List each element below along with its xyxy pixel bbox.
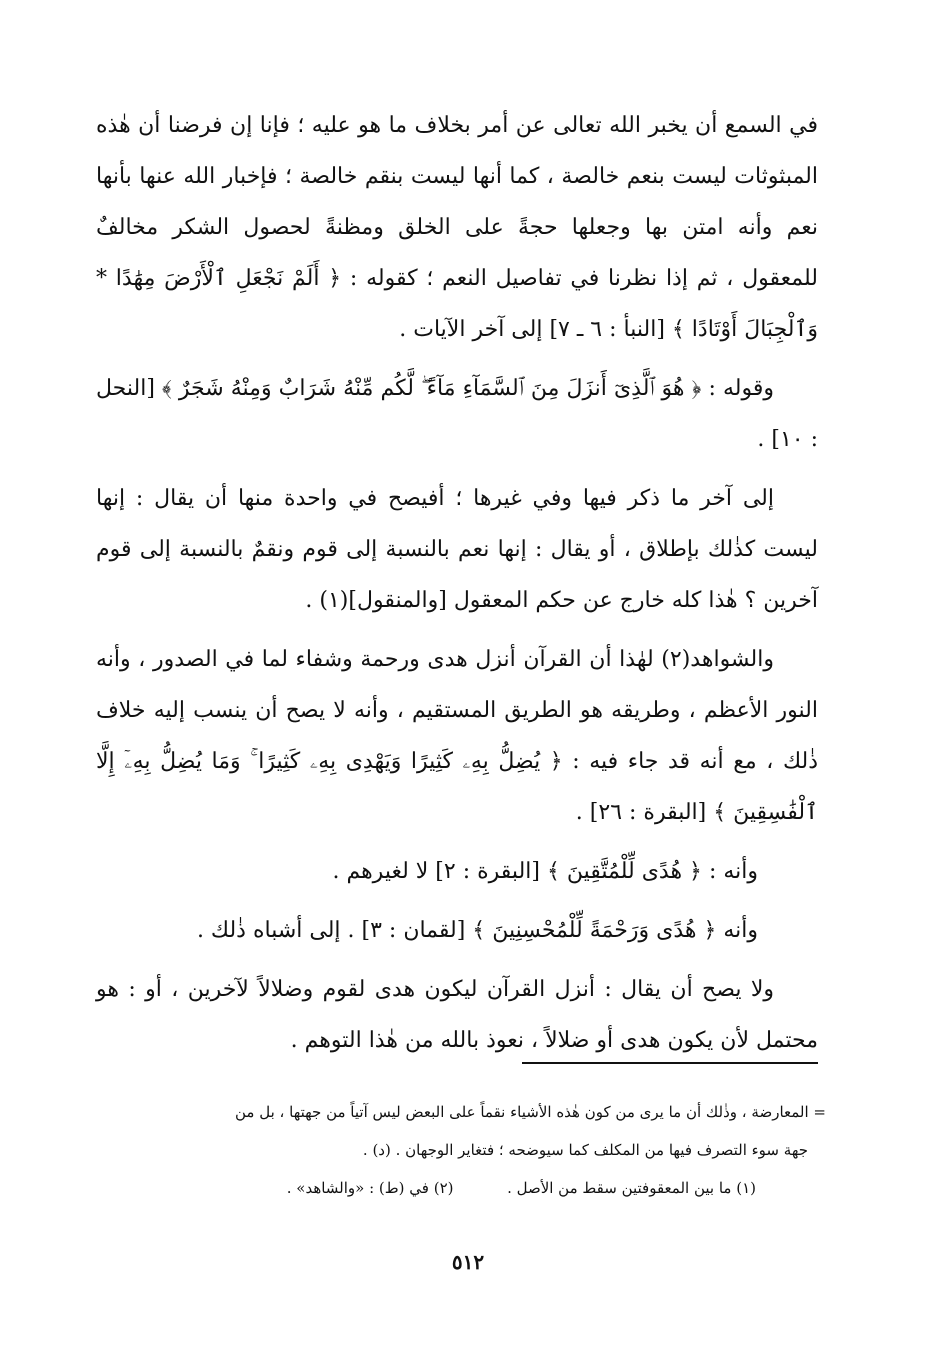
footnote-references [96,1169,826,1207]
paragraph-1: في السمع أن يخبر الله تعالى عن أمر بخلاف ما هو عليه ؛ فإنا إن فرضنا أن هٰذه المبثوثات ليست بنعم خالصة ، كما أنها ليست بنقم خالصة ؛ فإخبار الله عنها بأنها نعم وأنه امتن بها وجعلها حجةً على الخلق ومظنةً لحصول الشكر مخالفٌ للمعقول ، ثم إذا نظرنا في تفاصيل النعم ؛ كقوله : ﴿ أَلَمْ نَجْعَلِ ٱلْأَرْضَ مِهَٰدًا * وَٱلْجِبَالَ أَوْتَادًا ﴾ [النبأ : ٦ ـ ٧] إلى آخر الآيات . [96,113,818,342]
footnotes [96,1093,826,1207]
footnote-divider [522,1062,818,1064]
paragraph-2: وقوله : ﴿ هُوَ ٱلَّذِىٓ أَنزَلَ مِنَ ٱلسَّمَآءِ مَآءً ۖ لَّكُم مِّنْهُ شَرَابٌ وَمِنْهُ شَجَرٌ ﴾ [النحل : ١٠] . [96,376,818,452]
main-text [96,100,818,1074]
paragraph-7: ولا يصح أن يقال : أنزل القرآن ليكون هدى لقوم وضلالاً لآخرين ، أو : هو محتمل لأن يكون هدى أو ضلالاً ، نعوذ بالله من هٰذا التوهم . [96,977,818,1053]
footnote-continuation-line-2: جهة سوء التصرف فيها من المكلف كما سيوضحه ؛ فتغاير الوجهان . (د) . [362,1141,808,1159]
paragraph-5: وأنه : ﴿ هُدًى لِّلْمُتَّقِينَ ﴾ [البقرة : ٢] لا لغيرهم . [332,859,758,884]
page-number: ٥١٢ [451,1250,485,1274]
paragraph-3: إلى آخر ما ذكر فيها وفي غيرها ؛ أفيصح في واحدة منها أن يقال : إنها ليست كذٰلك بإطلاق ، أو يقال : إنها نعم بالنسبة إلى قوم ونقمٌ بالنسبة إلى قوم آخرين ؟ هٰذا كله خارج عن حكم المعقول [والمنقول](١) . [96,486,818,613]
paragraph-6: وأنه ﴿ هُدًى وَرَحْمَةً لِّلْمُحْسِنِينَ ﴾ [لقمان : ٣] . إلى أشباه ذٰلك . [196,918,758,943]
footnote-1: (١) ما بين المعقوفتين سقط من الأصل . [507,1179,756,1197]
footnote-continuation-line-1: = المعارضة ، وذٰلك أن ما يرى من كون هٰذه الأشياء نقماً على البعض ليس آتياً من جهتها ، بل من [234,1103,826,1121]
paragraph-4: والشواهد(٢) لهٰذا أن القرآن أنزل هدى ورحمة وشفاء لما في الصدور ، وأنه النور الأعظم ، وطريقه هو الطريق المستقيم ، وأنه لا يصح أن ينسب إليه خلاف ذٰلك ، مع أنه قد جاء فيه : ﴿ يُضِلُّ بِهِۦ كَثِيرًا وَيَهْدِى بِهِۦ كَثِيرًا ۚ وَمَا يُضِلُّ بِهِۦٓ إِلَّا ٱلْفَٰسِقِينَ ﴾ [البقرة : ٢٦] . [96,647,818,825]
footnote-2: (٢) في (ط) : «والشاهد» . [286,1179,454,1197]
